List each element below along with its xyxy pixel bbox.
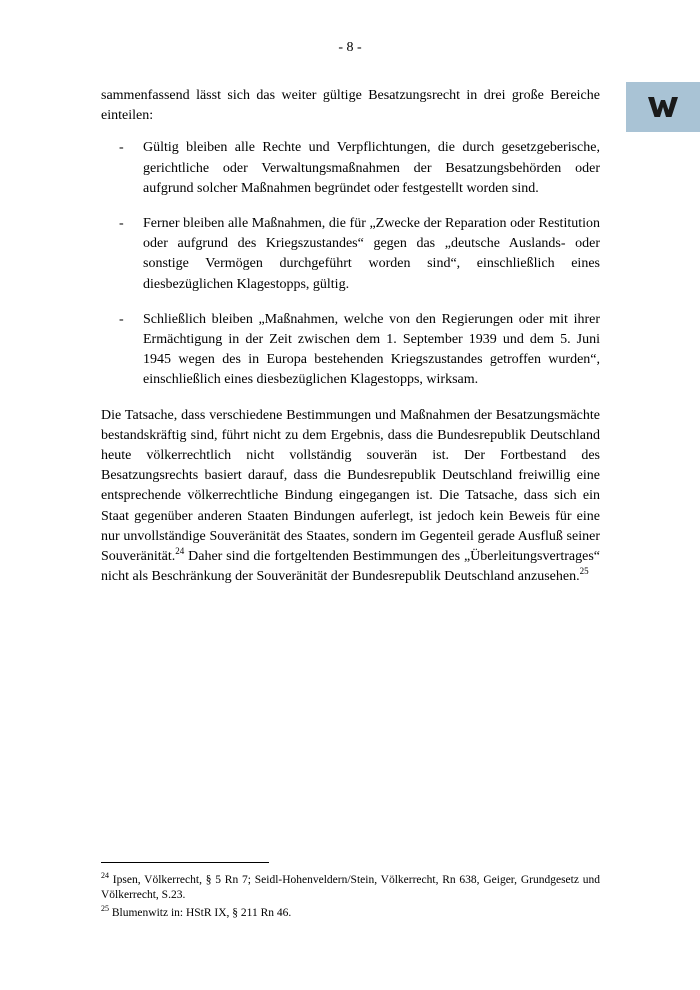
body-paragraph: [101, 406, 600, 588]
list-item: [101, 138, 600, 199]
page-number: - 8 -: [338, 40, 362, 55]
footnote-text: Blumenwitz in: HStR IX, § 211 Rn 46.: [109, 907, 292, 919]
footnotes: [101, 873, 600, 925]
list-item: [101, 214, 600, 295]
page-body: [101, 86, 600, 587]
list-dash: -: [119, 140, 124, 156]
footnote-text: Ipsen, Völkerrecht, § 5 Rn 7; Seidl-Hohenveldern/Stein, Völkerrecht, Rn 638, Geiger, Grundgesetz und Völkerrecht, S.23.: [101, 874, 600, 901]
body-paragraph-text-1: Die Tatsache, dass verschiedene Bestimmungen und Maßnahmen der Besatzungsmächte bestandskräftig sind, führt nicht zu dem Ergebnis, dass die Bundesrepublik Deutschland heute völkerrechtlich nicht vollständig souverän ist. Der Fortbestand des Besatzungsrechts basiert darauf, dass die Bundesrepublik Deutschland freiwillig eine entsprechende völkerrechtliche Bindung eingegangen ist. Die Tatsache, dass sich ein Staat gegenüber anderen Staaten Bindungen auferlegt, ist jedoch kein Beweis für eine nur unvollständige Souveränität des Staates, sondern im Gegenteil gerade Ausfluß seiner Souveränität.: [101, 407, 600, 565]
logo-w-icon: [648, 96, 678, 118]
list-dash: -: [119, 311, 124, 327]
list-dash: -: [119, 216, 124, 232]
footnote-number: 24: [101, 871, 109, 880]
logo: [626, 82, 700, 132]
intro-paragraph: sammenfassend lässt sich das weiter gültige Besatzungsrecht in drei große Bereiche einteilen:: [101, 88, 600, 124]
footnote: [101, 873, 600, 902]
list-item-text: Gültig bleiben alle Rechte und Verpflichtungen, die durch gesetzgeberische, gerichtliche oder Verwaltungsmaßnahmen der Besatzungsbehörden oder aufgrund solcher Maßnahmen begründet oder festgestellt worden sind.: [143, 140, 600, 196]
footnote-divider: [101, 862, 269, 863]
list-item: [101, 310, 600, 391]
footnote-ref-25[interactable]: 25: [579, 566, 589, 577]
list-item-text: Schließlich bleiben „Maßnahmen, welche von den Regierungen oder mit ihrer Ermächtigung in der Zeit zwischen dem 1. September 1939 und dem 5. Juni 1945 wegen des in Europa bestehenden Kriegszustandes getroffen wurden“, einschließlich eines diesbezüglichen Klagestopps, wirksam.: [143, 311, 600, 388]
footnote: [101, 906, 600, 921]
footnote-ref-24[interactable]: 24: [175, 546, 185, 557]
footnote-number: 25: [101, 904, 109, 913]
list-item-text: Ferner bleiben alle Maßnahmen, die für „Zwecke der Reparation oder Restitution oder aufgrund des Kriegszustandes“ gegen das „deutsche Auslands- oder sonstige Vermögen durchgeführt worden sind“, einschließlich eines diesbezüglichen Klagestopps, gültig.: [143, 216, 600, 292]
body-paragraph-text-2: Daher sind die fortgeltenden Bestimmungen des „Überleitungsvertrages“ nicht als Beschränkung der Souveränität der Bundesrepublik Deutschland anzusehen.: [101, 549, 600, 585]
